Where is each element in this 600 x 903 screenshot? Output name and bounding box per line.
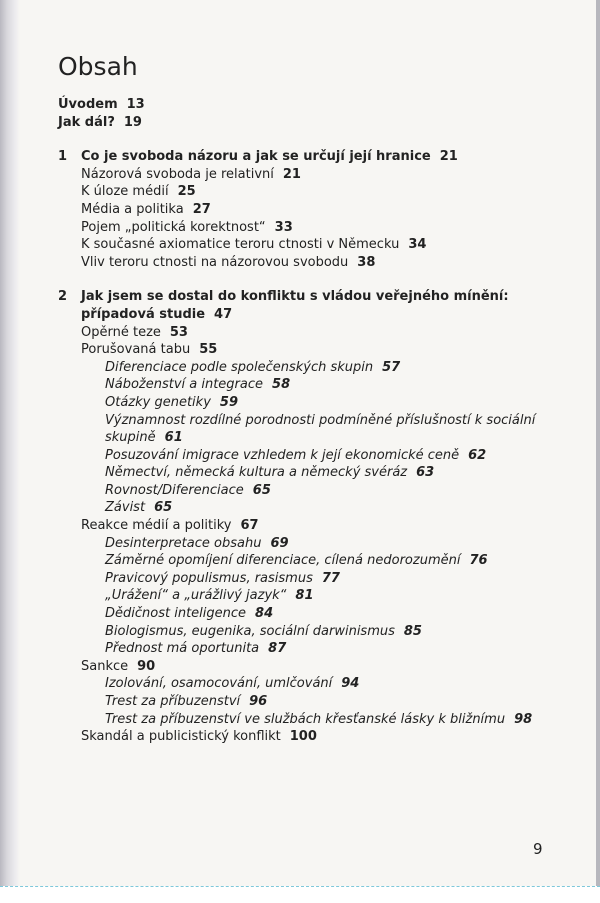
toc-entry-label: K současné axiomatice teroru ctnosti v Německu <box>81 237 400 253</box>
toc-subentry <box>0 482 590 500</box>
toc-entry-page: 57 <box>382 359 401 375</box>
toc-subentry <box>0 376 590 394</box>
toc-entry-page: 76 <box>469 553 488 569</box>
toc-entry-page: 34 <box>408 237 427 253</box>
toc-subentry-continued <box>0 429 590 447</box>
toc-entry <box>0 517 590 535</box>
toc-entry <box>0 254 590 272</box>
page-title: Obsah <box>58 52 138 81</box>
toc-entry-label: Trest za příbuzenství ve službách křesťanské lásky k bližnímu <box>105 711 506 727</box>
toc-subentry <box>0 675 590 693</box>
page-edge <box>596 0 600 903</box>
toc-subentry <box>0 693 590 711</box>
toc-entry-label: Němectví, německá kultura a německý svéráz <box>105 465 408 481</box>
toc-subentry <box>0 447 590 465</box>
chapter-page: 47 <box>214 306 233 322</box>
toc-entry-page: 25 <box>177 184 196 200</box>
toc-entry <box>0 219 590 237</box>
toc-entry-label: Záměrné opomíjení diferenciace, cílená nedorozumění <box>105 553 461 569</box>
toc-subentry <box>0 605 590 623</box>
toc-entry <box>0 201 590 219</box>
toc-entry-page: 77 <box>321 570 340 586</box>
toc-entry-uvodem <box>0 96 590 114</box>
toc-entry-label: Posuzování imigrace vzhledem k její ekonomické ceně <box>105 447 460 463</box>
toc-entry <box>0 341 590 359</box>
chapter-title: případová studie <box>81 306 206 322</box>
toc-entry-label: Trest za příbuzenství <box>105 694 241 709</box>
toc-entry-label: Závist <box>105 500 146 516</box>
toc-entry-page: 94 <box>341 676 360 692</box>
toc-entry-label: Opěrné teze <box>81 324 161 340</box>
toc-entry-label: Úvodem <box>58 97 118 112</box>
chapter-title: Jak jsem se dostal do konfliktu s vládou veřejného mínění: <box>81 289 509 305</box>
toc-entry-label: Přednost má oportunita <box>105 641 260 657</box>
toc-entry-label: Biologismus, eugenika, sociální darwinismus <box>105 623 395 639</box>
toc-entry-page: 85 <box>403 623 422 639</box>
toc-entry-page: 67 <box>240 518 259 534</box>
toc-entry-page: 81 <box>295 588 314 604</box>
toc-entry-label: Izolování, osamocování, umlčování <box>105 676 333 692</box>
toc-entry-page: 84 <box>255 606 274 622</box>
toc-entry-jak-dal <box>0 114 590 132</box>
toc-entry-page: 55 <box>199 342 218 358</box>
toc-entry-page: 33 <box>274 219 293 235</box>
toc-entry-page: 90 <box>137 658 156 674</box>
toc-entry-page: 69 <box>270 535 289 551</box>
chapter-number: 1 <box>58 149 68 165</box>
toc-entry-page: 61 <box>164 430 183 446</box>
toc-subentry <box>0 711 590 729</box>
toc-subentry <box>0 464 590 482</box>
chapter-number: 2 <box>58 289 68 305</box>
toc-subentry <box>0 570 590 588</box>
toc-entry-label: Náboženství a integrace <box>105 377 264 393</box>
chapter-title: Co je svoboda názoru a jak se určují její hranice <box>81 149 431 165</box>
toc-entry-page: 58 <box>272 377 291 393</box>
toc-entry-page: 13 <box>126 97 145 112</box>
chapter-page: 21 <box>439 149 458 165</box>
toc-entry-label: Skandál a publicistický konflikt <box>81 729 281 745</box>
toc-entry-page: 27 <box>192 201 211 217</box>
toc-entry-label: Vliv teroru ctnosti na názorovou svobodu <box>81 254 349 270</box>
toc-entry-page: 65 <box>154 500 173 516</box>
toc-subentry <box>0 499 590 517</box>
toc-entry-page: 53 <box>169 324 188 340</box>
toc-entry-label: Dědičnost inteligence <box>105 606 247 622</box>
toc-entry-label: Pravicový populismus, rasismus <box>105 570 313 586</box>
toc-entry-label: Významnost rozdílné porodnosti podmíněné příslušností k sociální <box>105 412 536 428</box>
chapter-2-heading <box>0 288 590 306</box>
toc-entry-label: Názorová svoboda je relativní <box>81 166 274 182</box>
toc-entry-label: Reakce médií a politiky <box>81 518 232 534</box>
toc-subentry <box>0 394 590 412</box>
toc-entry <box>0 324 590 342</box>
toc-entry-label: Otázky genetiky <box>105 394 211 410</box>
toc-entry-label: „Urážení“ a „urážlivý jazyk“ <box>105 588 287 604</box>
toc-subentry <box>0 412 590 430</box>
toc-subentry <box>0 535 590 553</box>
toc-entry-label: K úloze médií <box>81 184 169 200</box>
toc-entry-label: Pojem „politická korektnost“ <box>81 219 266 235</box>
toc-subentry <box>0 623 590 641</box>
table-of-contents <box>0 96 590 746</box>
toc-entry-label: Sankce <box>81 658 129 674</box>
toc-entry <box>0 728 590 746</box>
toc-subentry <box>0 640 590 658</box>
toc-entry-page: 65 <box>252 482 271 498</box>
toc-entry <box>0 166 590 184</box>
toc-entry-page: 96 <box>249 694 268 709</box>
toc-subentry <box>0 587 590 605</box>
page-number: 9 <box>533 840 543 858</box>
toc-entry-page: 63 <box>416 465 435 481</box>
toc-entry <box>0 236 590 254</box>
toc-entry-label: Jak dál? <box>58 114 115 130</box>
toc-entry <box>0 183 590 201</box>
toc-entry-page: 100 <box>289 729 317 745</box>
toc-subentry <box>0 552 590 570</box>
chapter-1-heading <box>0 148 590 166</box>
toc-entry-page: 38 <box>357 254 376 270</box>
toc-entry-page: 19 <box>123 114 142 130</box>
toc-entry-page: 21 <box>282 166 301 182</box>
toc-entry-page: 62 <box>468 447 487 463</box>
chapter-2-heading-continued <box>0 306 590 324</box>
toc-entry-label: Média a politika <box>81 201 184 217</box>
toc-entry-page: 59 <box>219 394 238 410</box>
toc-entry-page: 98 <box>514 711 533 727</box>
page-bottom-edge <box>0 886 600 903</box>
toc-entry-label: skupině <box>105 430 156 446</box>
toc-subentry <box>0 359 590 377</box>
toc-entry-page: 87 <box>268 641 287 657</box>
toc-entry-label: Rovnost/Diferenciace <box>105 482 244 498</box>
toc-entry <box>0 658 590 676</box>
toc-entry-label: Porušovaná tabu <box>81 342 191 358</box>
toc-entry-label: Diferenciace podle společenských skupin <box>105 359 374 375</box>
toc-entry-label: Desinterpretace obsahu <box>105 535 262 551</box>
